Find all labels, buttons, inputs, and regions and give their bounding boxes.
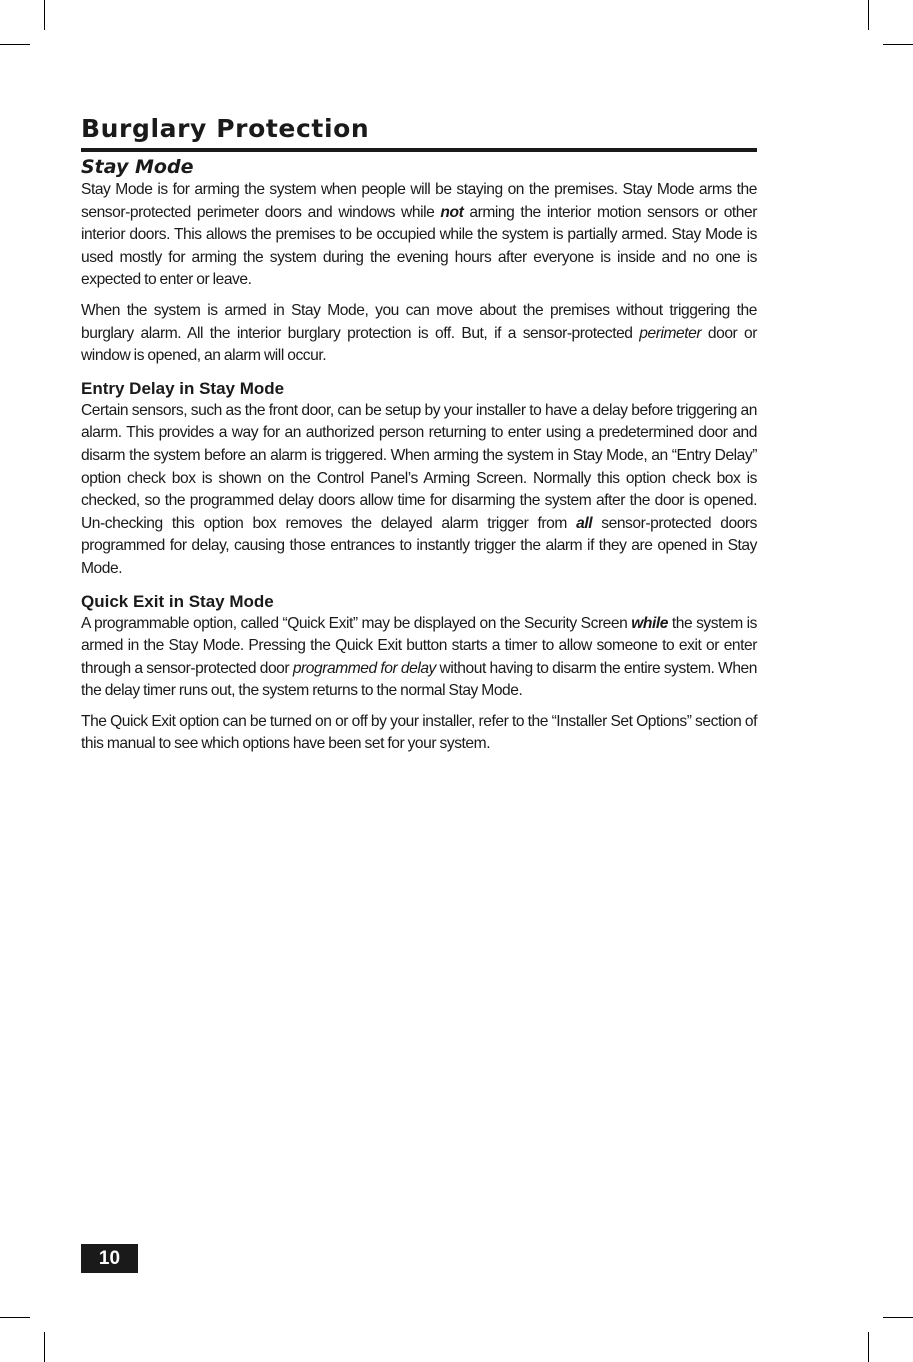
page-number: 10 (81, 1244, 138, 1273)
title-rule (81, 148, 757, 152)
crop-mark (883, 1317, 913, 1318)
page-title: Burglary Protection (81, 114, 370, 143)
stay-mode-heading: Stay Mode (81, 156, 194, 178)
crop-mark (883, 44, 913, 45)
stay-mode-paragraph-2: When the system is armed in Stay Mode, you can move about the premises without triggering the burglary alarm. All the interior burglary protection is off. But, if a sensor-protected perimeter door or window is opened, an alarm will occur. (81, 301, 758, 365)
crop-mark (44, 0, 45, 30)
stay-mode-paragraph-1: Stay Mode is for arming the system when people will be staying on the premises. Stay Mode arms the sensor-protected perimeter doors and windows while not arming the interior motion sensors or other interior doors. This allows the premises to be occupied while the system is partially armed. Stay Mode is used mostly for arming the system during the evening hours after everyone is inside and no one is expected to enter or leave. (81, 181, 757, 289)
quick-exit-paragraph-1: A programmable option, called “Quick Exit” may be displayed on the Security Screen while the system is armed in the Stay Mode. Pressing the Quick Exit button starts a timer to allow someone to exit or enter through a sensor-protected door programmed for delay without having to disarm the entire system. When the delay timer runs out, the system returns to the normal Stay Mode. (81, 614, 757, 700)
entry-delay-paragraph: Certain sensors, such as the front door, can be setup by your installer to have a delay before triggering an alarm. This provides a way for an authorized person returning to enter using a predetermined door and disarm the system before an alarm is triggered. When arming the system in Stay Mode, an “Entry Delay” option check box is shown on the Control Panel’s Arming Screen. Normally this option check box is checked, so the programmed delay doors allow time for disarming the system after the door is opened. Un-checking this option box removes the delayed alarm trigger from all sensor-protected doors programmed for delay, causing those entrances to instantly trigger the alarm if they are opened in Stay Mode. (81, 401, 758, 577)
page-content (81, 112, 757, 756)
crop-mark (44, 1332, 45, 1362)
crop-mark (0, 44, 30, 45)
entry-delay-heading: Entry Delay in Stay Mode (81, 378, 285, 398)
quick-exit-heading: Quick Exit in Stay Mode (81, 591, 274, 611)
crop-mark (868, 0, 869, 30)
crop-mark (0, 1317, 30, 1318)
quick-exit-paragraph-2: The Quick Exit option can be turned on or off by your installer, refer to the “Installer Set Options” section of this manual to see which options have been set for your system. (81, 712, 757, 753)
crop-mark (868, 1332, 869, 1362)
